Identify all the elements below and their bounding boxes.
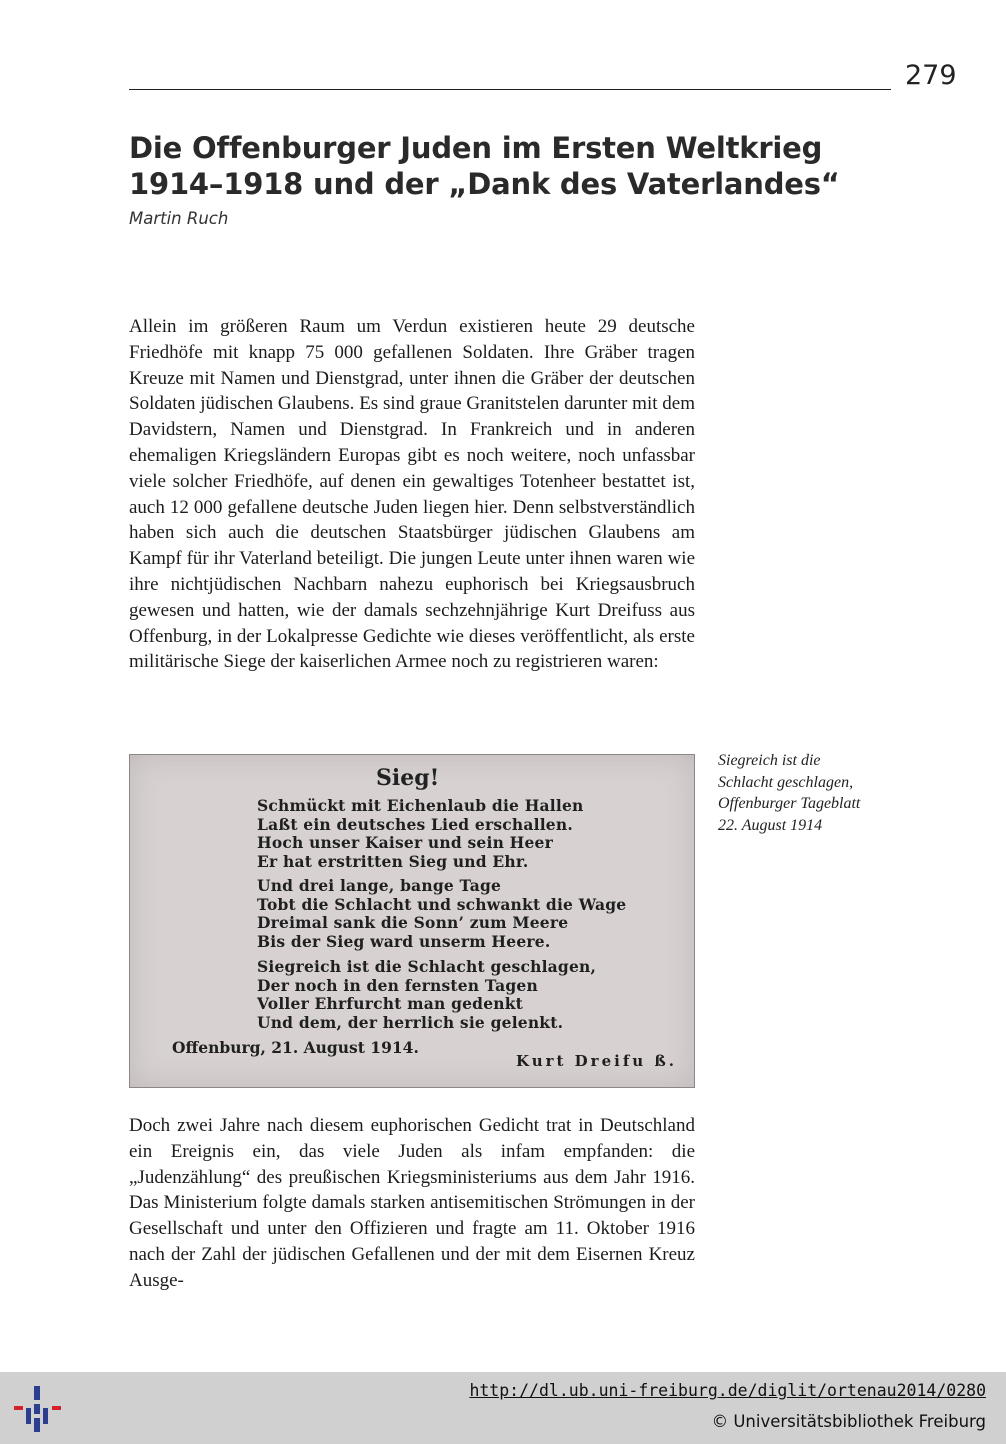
poem-signature: Kurt Dreifu ß. — [516, 1052, 678, 1070]
poem-line: Hoch unser Kaiser und sein Heer — [257, 833, 553, 852]
ub-freiburg-logo-icon[interactable] — [12, 1384, 64, 1434]
body-paragraph: Doch zwei Jahre nach diesem euphorischen Gedicht trat in Deutschland ein Ereignis ein, das viele Juden als infam empfanden: die „Judenzählung“ des preußischen Kriegsministeriums aus dem Jahr 1916. Das Ministerium folgte damals starken antisemitischen Strömungen in der Gesellschaft und unter den Offizieren und fragte am 11. Oktober 1916 nach der Zahl der jüdischen Gefallenen und der mit dem Eisernen Kreuz Ausge- — [129, 1115, 695, 1291]
body-paragraph: Allein im größeren Raum um Verdun existieren heute 29 deutsche Friedhöfe mit knapp 75 000 gefallenen Soldaten. Ihre Gräber tragen Kreuze mit Namen und Dienstgrad, unter ihnen die Gräber der deutschen Soldaten jüdischen Glaubens. Es sind graue Granitstelen darunter mit dem Davidstern, Namen und Dienstgrad. In Frankreich und in anderen ehemaligen Kriegsländern Europas gibt es noch weitere, noch unfassbar viele solcher Friedhöfe, auf denen ein gewaltiges Totenheer bestattet ist, auch 12 000 gefallene deutsche Juden liegen hier. Denn selbstverständlich haben sich auch die deutschen Staatsbürger jüdischen Glaubens am Kampf für ihr Vaterland beteiligt. Die jungen Leute unter ihnen waren wie ihre nichtjüdischen Nachbarn nahezu euphorisch bei Kriegsausbruch gewesen und hatten, wie der damals sechzehnjährige Kurt Dreifuss aus Offenburg, in der Lokalpresse Gedichte wie dieses veröffentlicht, als erste militärische Siege der kaiserlichen Armee noch zu registrieren waren: — [129, 316, 695, 673]
poem-line: Tobt die Schlacht und schwankt die Wage — [257, 894, 627, 914]
poem-stanza — [257, 958, 596, 1032]
newspaper-clipping-image — [129, 754, 695, 1088]
article-title: Die Offenburger Juden im Ersten Weltkrieg 1914–1918 und der „Dank des Vaterlandes“ — [129, 131, 840, 201]
footer-copyright: © Universitätsbibliothek Freiburg — [711, 1412, 986, 1431]
poem-line: Und dem, der herrlich sie gelenkt. — [257, 1012, 564, 1032]
footer-url-link[interactable]: http://dl.ub.uni-freiburg.de/diglit/ortenau2014/0280 — [469, 1381, 986, 1400]
poem-line: Der noch in den fernsten Tagen — [257, 975, 538, 995]
poem-line: Und drei lange, bange Tage — [257, 876, 502, 895]
poem-line: Schmückt mit Eichenlaub die Hallen — [257, 796, 584, 815]
poem-line: Laßt ein deutsches Lied erschallen. — [257, 814, 573, 834]
footer-bar — [0, 1372, 1006, 1444]
caption-line: Offenburger Tageblatt — [718, 795, 861, 812]
article-author: Martin Ruch — [129, 209, 229, 228]
page-number: 279 — [905, 60, 957, 91]
poem-stanza — [257, 877, 626, 951]
figure-caption — [718, 750, 908, 836]
poem-place-date: Offenburg, 21. August 1914. — [172, 1038, 419, 1057]
poem-line: Dreimal sank die Sonn’ zum Meere — [257, 913, 569, 932]
caption-line: Siegreich ist die — [718, 752, 821, 769]
caption-line: Schlacht geschlagen, — [718, 773, 854, 791]
caption-line: 22. August 1914 — [718, 816, 823, 834]
poem-line: Voller Ehrfurcht man gedenkt — [257, 994, 524, 1013]
poem-line: Siegreich ist die Schlacht geschlagen, — [257, 957, 597, 976]
poem-title: Sieg! — [376, 765, 440, 791]
header-rule — [129, 89, 891, 90]
poem-line: Bis der Sieg ward unserm Heere. — [257, 931, 551, 951]
poem-line: Er hat erstritten Sieg und Ehr. — [257, 851, 529, 871]
poem-stanza — [257, 797, 584, 871]
